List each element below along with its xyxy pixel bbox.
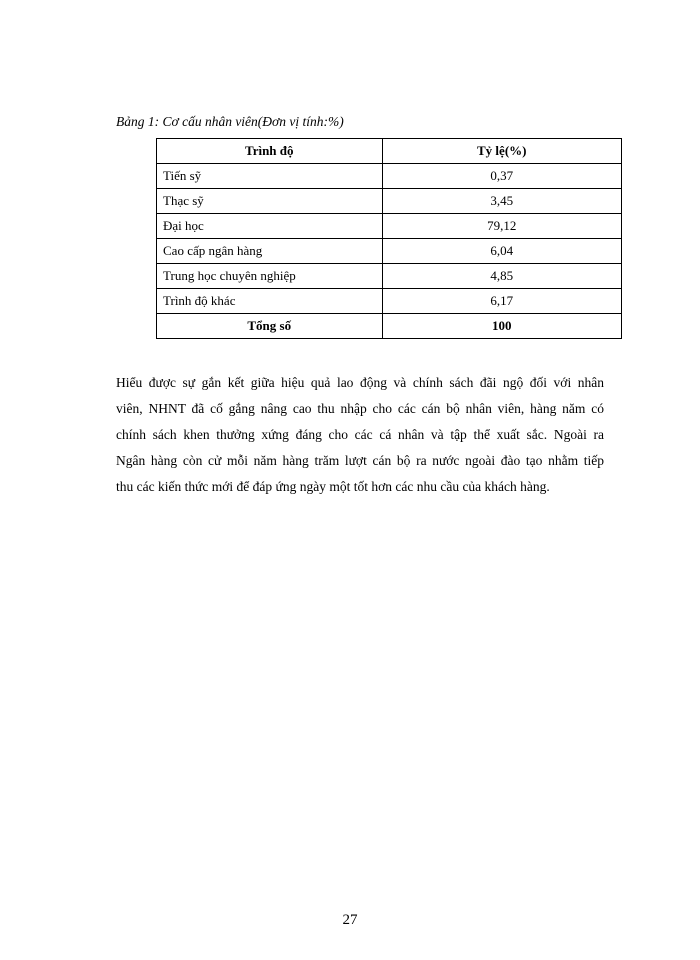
row-label: Tiến sỹ xyxy=(157,164,383,189)
row-label: Trình độ khác xyxy=(157,289,383,314)
page-number: 27 xyxy=(342,912,358,928)
table-row xyxy=(157,239,622,264)
table-total-row xyxy=(157,314,622,339)
row-label: Trung học chuyên nghiệp xyxy=(157,264,383,289)
table-caption: Bảng 1: Cơ cấu nhân viên(Đơn vị tính:%) xyxy=(116,114,344,129)
table-row xyxy=(157,264,622,289)
table-header-row xyxy=(157,139,622,164)
row-value: 6,04 xyxy=(382,239,621,264)
row-value: 4,85 xyxy=(382,264,621,289)
table-row xyxy=(157,289,622,314)
body-paragraph xyxy=(116,370,604,500)
row-value: 79,12 xyxy=(382,214,621,239)
table-row xyxy=(157,189,622,214)
paragraph-line: viên, NHNT đã cố gắng nâng cao thu nhập cho các cán bộ nhân viên, hàng năm có xyxy=(116,401,604,416)
column-header-ratio: Tỷ lệ(%) xyxy=(382,139,621,164)
row-value: 0,37 xyxy=(382,164,621,189)
paragraph-line: chính sách khen thưởng xứng đáng cho các cá nhân và tập thể xuất sắc. Ngoài ra xyxy=(116,427,604,442)
row-value: 3,45 xyxy=(382,189,621,214)
paragraph-line: Hiểu được sự gắn kết giữa hiệu quả lao động và chính sách đãi ngộ đối với nhân xyxy=(116,375,604,390)
column-header-level: Trình độ xyxy=(157,139,383,164)
total-value: 100 xyxy=(382,314,621,339)
row-label: Đại học xyxy=(157,214,383,239)
row-label: Cao cấp ngân hàng xyxy=(157,239,383,264)
table-row xyxy=(157,214,622,239)
staff-structure-table xyxy=(156,138,622,339)
paragraph-line: Ngân hàng còn cử mỗi năm hàng trăm lượt cán bộ ra nước ngoài đào tạo nhằm tiếp xyxy=(116,453,604,468)
table-row xyxy=(157,164,622,189)
row-value: 6,17 xyxy=(382,289,621,314)
total-label: Tổng số xyxy=(157,314,383,339)
paragraph-line: thu các kiến thức mới để đáp ứng ngày một tốt hơn các nhu cầu của khách hàng. xyxy=(116,479,550,494)
row-label: Thạc sỹ xyxy=(157,189,383,214)
